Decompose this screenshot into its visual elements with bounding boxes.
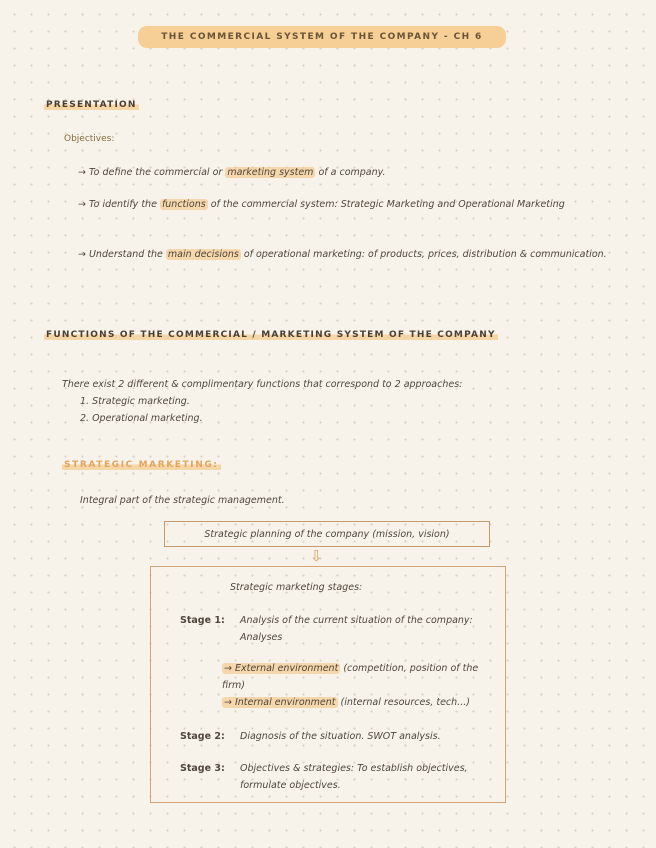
functions-item-1: 1. Strategic marketing. (80, 396, 190, 407)
section-heading-functions: FUNCTIONS OF THE COMMERCIAL / MARKETING SYSTEM OF THE COMPANY (46, 330, 496, 340)
stage-3-label: Stage 3: (180, 763, 225, 774)
stage-1-bullet-internal: → Internal environment (internal resources, tech...) (224, 697, 470, 708)
functions-intro: There exist 2 different & complimentary functions that correspond to 2 approaches: (62, 379, 463, 390)
stage-2-label: Stage 2: (180, 731, 225, 742)
objective-bullet-2: → To identify the functions of the commercial system: Strategic Marketing and Operational Marketing (78, 199, 565, 210)
section-heading-presentation: PRESENTATION (46, 100, 137, 110)
stage-1-text: Analysis of the current situation of the company: Analyses (240, 615, 473, 643)
objectives-label: Objectives: (64, 134, 115, 144)
down-arrow-icon: ⇩ (310, 547, 323, 565)
stage-3-text: Objectives & strategies: To establish objectives, formulate objectives. (240, 763, 468, 791)
objective-bullet-3: → Understand the main decisions of operational marketing: of products, prices, distribution & communication. (78, 249, 607, 260)
strategic-planning-box: Strategic planning of the company (mission, vision) (164, 521, 490, 547)
functions-item-2: 2. Operational marketing. (80, 413, 203, 424)
page-title: THE COMMERCIAL SYSTEM OF THE COMPANY - CH 6 (138, 26, 506, 48)
stage-1-bullet-external: → External environment (competition, position of the firm) (222, 663, 479, 691)
section-heading-strategic-marketing: STRATEGIC MARKETING: (64, 460, 219, 470)
stages-title: Strategic marketing stages: (230, 582, 363, 593)
strategic-intro: Integral part of the strategic management. (80, 495, 285, 506)
objective-bullet-1: → To define the commercial or marketing system of a company. (78, 167, 386, 178)
stage-1-label: Stage 1: (180, 615, 225, 626)
stage-2-text: Diagnosis of the situation. SWOT analysis. (240, 731, 441, 742)
